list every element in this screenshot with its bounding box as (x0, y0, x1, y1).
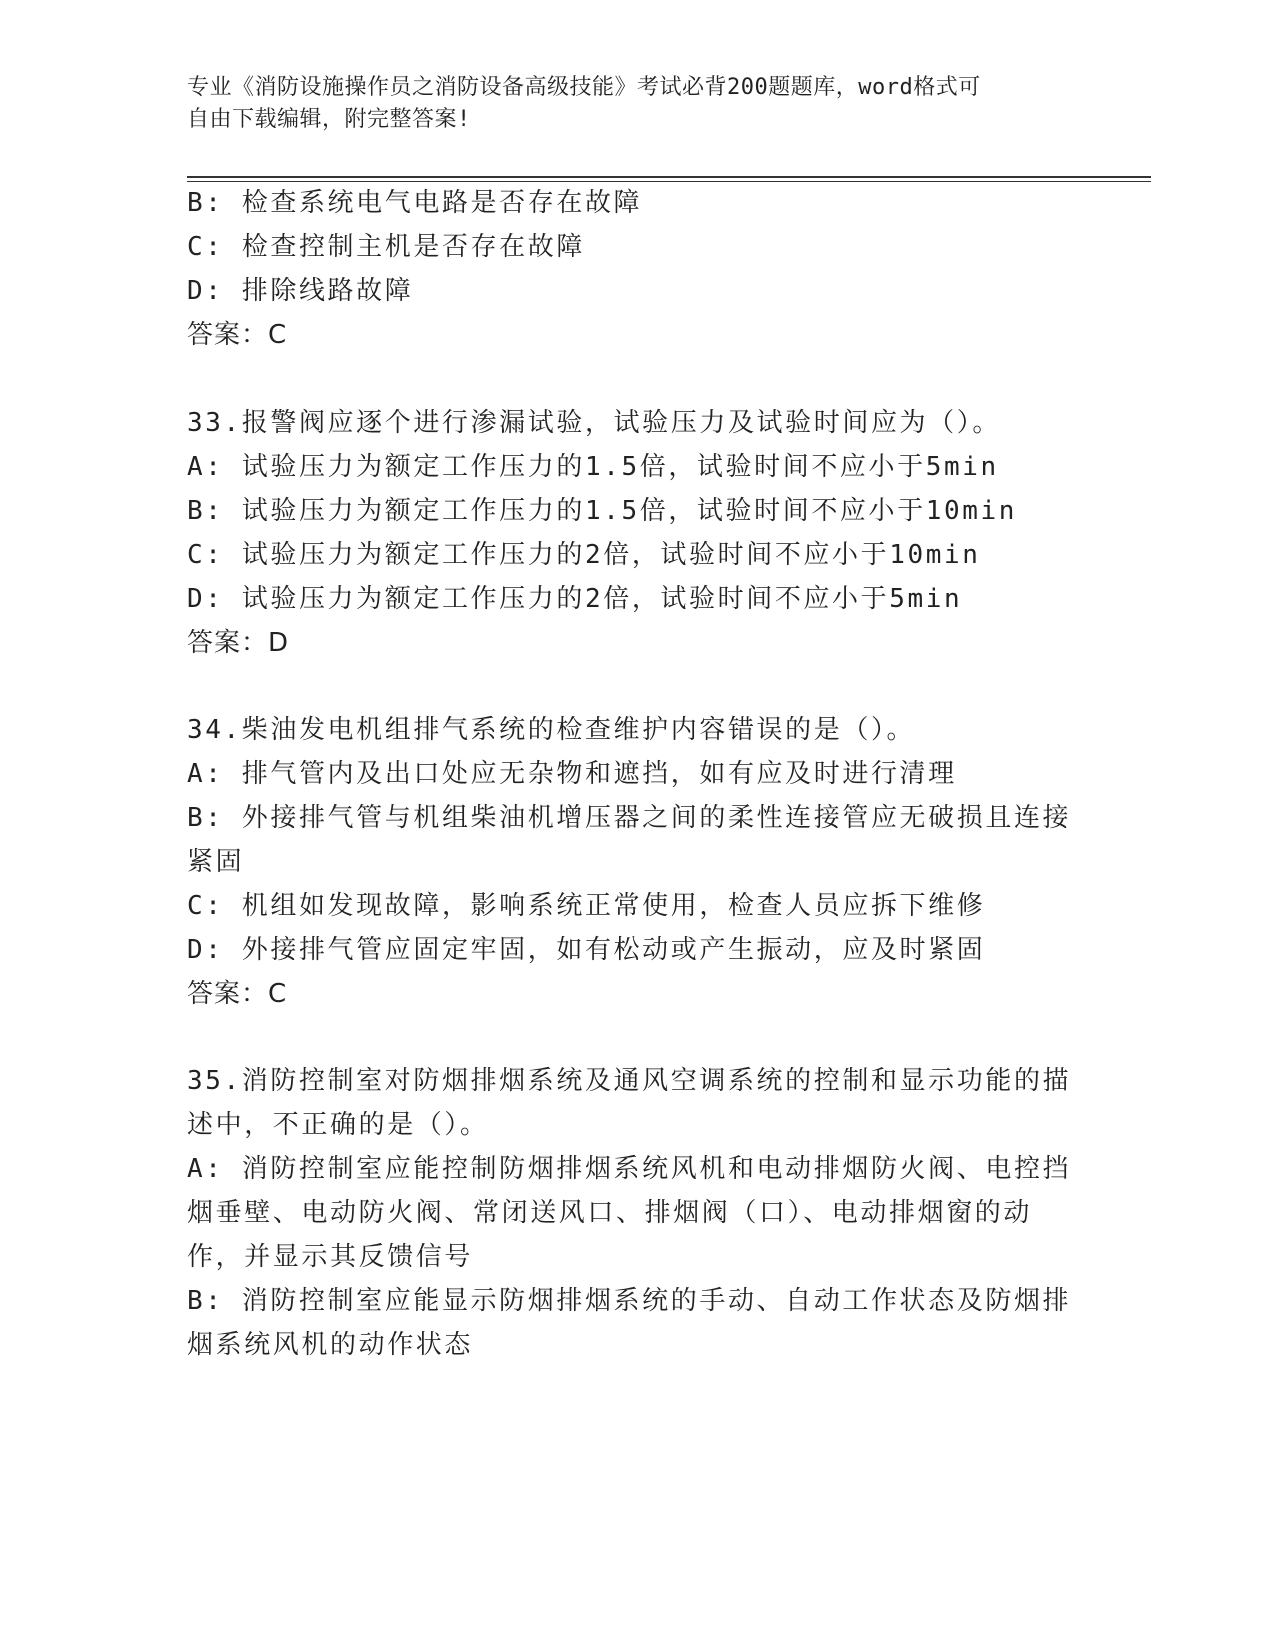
q33-stem: 33.报警阀应逐个进行渗漏试验，试验压力及试验时间应为（）。 (187, 408, 1001, 438)
prev-option-b: B: 检查系统电气电路是否存在故障 (187, 188, 643, 218)
q35-stem-line-1: 35.消防控制室对防烟排烟系统及通风空调系统的控制和显示功能的描 (187, 1066, 1072, 1096)
header-line-2: 自由下载编辑，附完整答案! (187, 107, 471, 132)
q35-option-a-line-3: 作，并显示其反馈信号 (187, 1242, 474, 1272)
header-line-1: 专业《消防设施操作员之消防设备高级技能》考试必背200题题库，word格式可 (187, 75, 981, 100)
prev-option-d: D: 排除线路故障 (187, 276, 414, 306)
q35-option-a-line-2: 烟垂壁、电动防火阀、常闭送风口、排烟阀（口）、电动排烟窗的动 (187, 1198, 1033, 1228)
prev-answer: 答案：C (187, 320, 288, 350)
q33-option-a: A: 试验压力为额定工作压力的1.5倍，试验时间不应小于5min (187, 452, 999, 482)
prev-option-c: C: 检查控制主机是否存在故障 (187, 232, 585, 262)
q33-option-d: D: 试验压力为额定工作压力的2倍，试验时间不应小于5min (187, 584, 963, 614)
q35-option-a-line-1: A: 消防控制室应能控制防烟排烟系统风机和电动排烟防火阀、电控挡 (187, 1154, 1072, 1184)
document-header (187, 72, 1067, 136)
q33-option-c: C: 试验压力为额定工作压力的2倍，试验时间不应小于10min (187, 540, 981, 570)
q34-option-a: A: 排气管内及出口处应无杂物和遮挡，如有应及时进行清理 (187, 759, 957, 789)
q33-answer: 答案：D (187, 628, 290, 658)
q35-stem-line-2: 述中，不正确的是（）。 (187, 1110, 489, 1140)
header-divider (187, 176, 1151, 182)
q34-option-c: C: 机组如发现故障，影响系统正常使用，检查人员应拆下维修 (187, 891, 986, 921)
q35-option-b-line-1: B: 消防控制室应能显示防烟排烟系统的手动、自动工作状态及防烟排 (187, 1286, 1072, 1316)
q34-stem: 34.柴油发电机组排气系统的检查维护内容错误的是（）。 (187, 715, 916, 745)
q34-option-b-line-2: 紧固 (187, 847, 245, 877)
q34-answer: 答案：C (187, 979, 288, 1009)
q34-option-b-line-1: B: 外接排气管与机组柴油机增压器之间的柔性连接管应无破损且连接 (187, 803, 1072, 833)
q35-option-b-line-2: 烟系统风机的动作状态 (187, 1330, 474, 1360)
q34-option-d: D: 外接排气管应固定牢固，如有松动或产生振动，应及时紧固 (187, 935, 986, 965)
q33-option-b: B: 试验压力为额定工作压力的1.5倍，试验时间不应小于10min (187, 496, 1017, 526)
